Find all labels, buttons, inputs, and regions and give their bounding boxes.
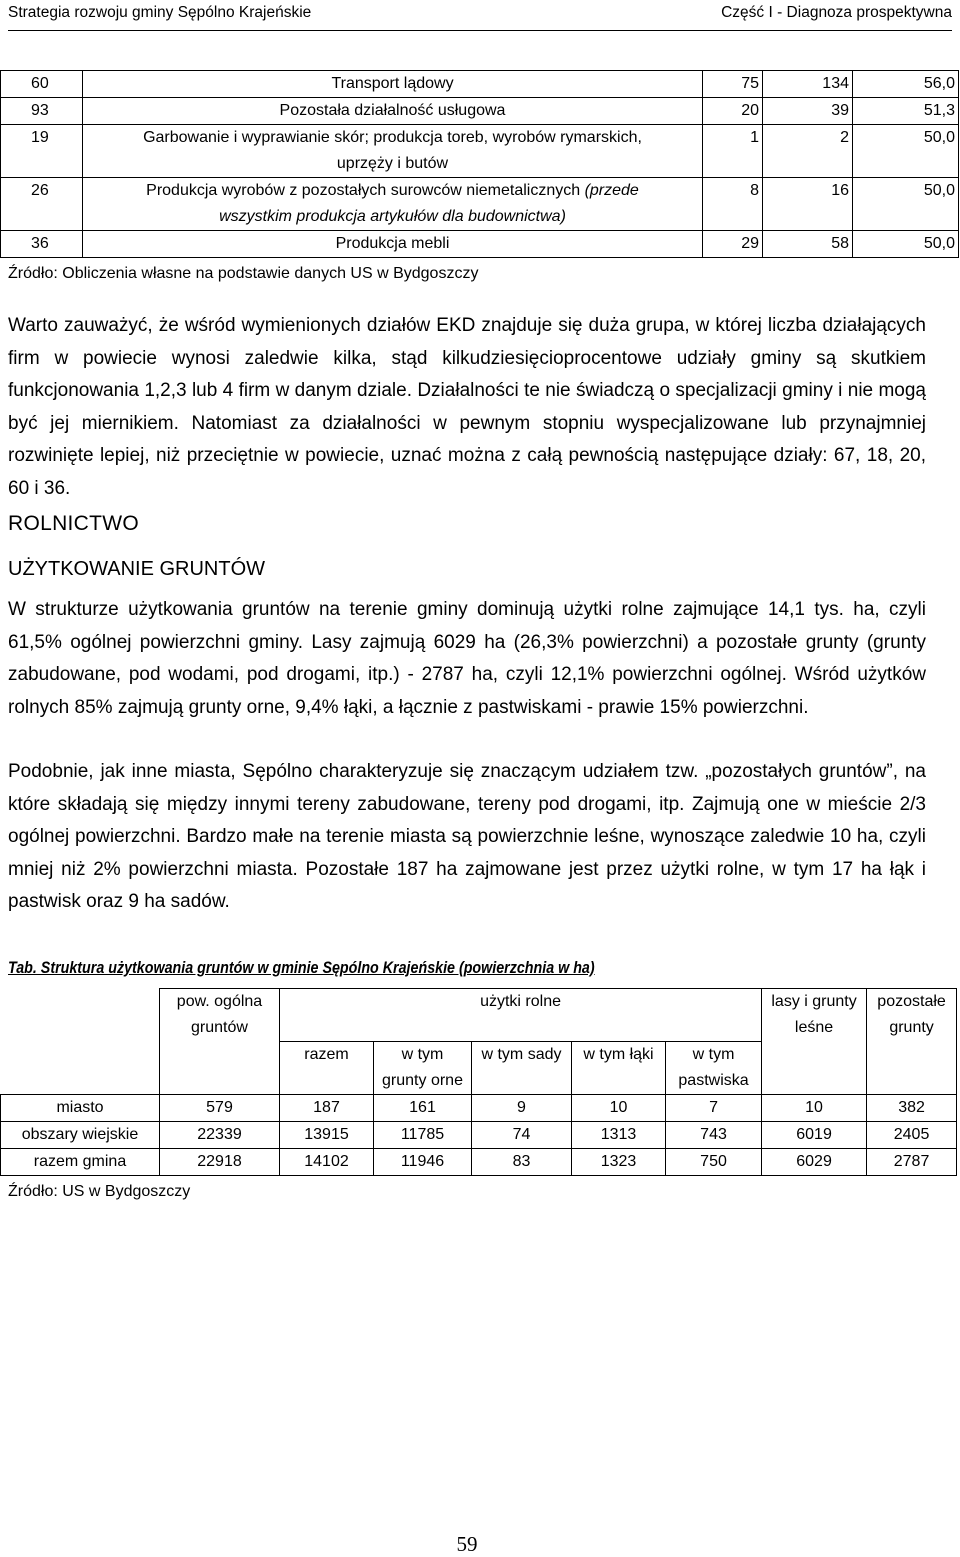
header-left-title: Strategia rozwoju gminy Sępólno Krajeńskie bbox=[8, 4, 312, 21]
header-text: w tym bbox=[401, 1046, 444, 1063]
sector-value-b: 134 bbox=[763, 71, 853, 98]
ekd-sector-table bbox=[0, 70, 959, 258]
sector-value-a: 8 bbox=[703, 178, 763, 231]
subheader-orchards: w tym sady bbox=[472, 1042, 572, 1095]
header-text: pastwiska bbox=[678, 1072, 749, 1089]
table-source-note: Źródło: US w Bydgoszczy bbox=[8, 1183, 191, 1200]
cell-other: 382 bbox=[867, 1095, 957, 1122]
cell-meadows: 10 bbox=[572, 1095, 666, 1122]
cell-pastures: 750 bbox=[666, 1149, 762, 1176]
sector-name: Garbowanie i wyprawianie skór; produkcja toreb, wyrobów rymarskich, bbox=[143, 129, 642, 146]
col-header-forest bbox=[762, 989, 867, 1095]
cell-arable: 11785 bbox=[374, 1122, 472, 1149]
sector-value-c: 50,0 bbox=[853, 178, 959, 231]
sector-value-a: 1 bbox=[703, 125, 763, 178]
sector-name: Produkcja wyrobów z pozostałych surowców niemetalicznych bbox=[146, 182, 581, 199]
header-divider bbox=[8, 30, 952, 31]
subheader-total: razem bbox=[280, 1042, 374, 1095]
empty-corner-cell bbox=[1, 989, 160, 1095]
sector-name-continued: wszystkim produkcja artykułów dla budownictwa) bbox=[219, 208, 566, 225]
cell-orchards: 74 bbox=[472, 1122, 572, 1149]
sector-code: 60 bbox=[1, 71, 83, 98]
sector-name-cell bbox=[83, 178, 703, 231]
cell-forest: 6029 bbox=[762, 1149, 867, 1176]
table-row bbox=[1, 98, 959, 125]
cell-forest: 6019 bbox=[762, 1122, 867, 1149]
sector-value-a: 20 bbox=[703, 98, 763, 125]
sector-value-c: 51,3 bbox=[853, 98, 959, 125]
table-row bbox=[1, 231, 959, 258]
sector-value-b: 58 bbox=[763, 231, 853, 258]
sector-name-cell bbox=[83, 125, 703, 178]
sector-value-c: 56,0 bbox=[853, 71, 959, 98]
col-header-other bbox=[867, 989, 957, 1095]
row-label: miasto bbox=[1, 1095, 160, 1122]
header-text: w tym bbox=[692, 1046, 735, 1063]
sector-value-b: 16 bbox=[763, 178, 853, 231]
table-source-note: Źródło: Obliczenia własne na podstawie danych US w Bydgoszczy bbox=[8, 265, 479, 282]
section-heading: ROLNICTWO bbox=[8, 512, 140, 535]
sector-code: 26 bbox=[1, 178, 83, 231]
col-header-total bbox=[160, 989, 280, 1095]
cell-meadows: 1313 bbox=[572, 1122, 666, 1149]
cell-orchards: 83 bbox=[472, 1149, 572, 1176]
cell-pastures: 743 bbox=[666, 1122, 762, 1149]
header-text: pozostałe bbox=[877, 993, 946, 1010]
cell-total: 579 bbox=[160, 1095, 280, 1122]
sector-value-c: 50,0 bbox=[853, 125, 959, 178]
table-row bbox=[1, 1149, 957, 1176]
cell-agri: 13915 bbox=[280, 1122, 374, 1149]
sector-name-continued: uprzęży i butów bbox=[336, 155, 449, 172]
table-row bbox=[1, 178, 959, 231]
cell-orchards: 9 bbox=[472, 1095, 572, 1122]
cell-agri: 187 bbox=[280, 1095, 374, 1122]
subsection-heading: UŻYTKOWANIE GRUNTÓW bbox=[8, 558, 266, 580]
sector-name: Produkcja mebli bbox=[83, 231, 703, 258]
header-text: grunty bbox=[889, 1019, 934, 1036]
cell-other: 2787 bbox=[867, 1149, 957, 1176]
cell-forest: 10 bbox=[762, 1095, 867, 1122]
sector-name: Pozostała działalność usługowa bbox=[83, 98, 703, 125]
header-text: leśne bbox=[794, 1019, 834, 1036]
row-label: obszary wiejskie bbox=[1, 1122, 160, 1149]
cell-other: 2405 bbox=[867, 1122, 957, 1149]
sector-value-b: 39 bbox=[763, 98, 853, 125]
cell-meadows: 1323 bbox=[572, 1149, 666, 1176]
sector-value-b: 2 bbox=[763, 125, 853, 178]
table-row bbox=[1, 71, 959, 98]
cell-agri: 14102 bbox=[280, 1149, 374, 1176]
cell-pastures: 7 bbox=[666, 1095, 762, 1122]
subheader-arable bbox=[374, 1042, 472, 1095]
subheader-pastures bbox=[666, 1042, 762, 1095]
row-label: razem gmina bbox=[1, 1149, 160, 1176]
sector-value-a: 75 bbox=[703, 71, 763, 98]
body-paragraph: Warto zauważyć, że wśród wymienionych działów EKD znajduje się duża grupa, w której liczba działających firm w powiecie wynosi zaledwie kilka, stąd kilkudziesięcioprocentowe udziały gminy są skutkiem funkcjonowania 1,2,3 lub 4 firm w danym dziale. Działalności te nie świadczą o specjalizacji gminy i nie mogą być jej miernikiem. Natomiast za działalności w pewnym stopniu wyspecjalizowane lub przynajmniej rozwinięte lepiej, niż przeciętnie w powiecie, uznać można z całą pewnością następujące działy: 67, 18, 20, 60 i 36. bbox=[8, 315, 926, 499]
cell-arable: 11946 bbox=[374, 1149, 472, 1176]
table-row bbox=[1, 125, 959, 178]
table-row bbox=[1, 1122, 957, 1149]
page-number: 59 bbox=[456, 1532, 478, 1556]
sector-name-italic: (przede bbox=[584, 182, 639, 199]
land-use-table bbox=[0, 988, 957, 1176]
table-header-row bbox=[1, 989, 957, 1042]
header-right-title: Część I - Diagnoza prospektywna bbox=[721, 4, 952, 21]
body-paragraph: Podobnie, jak inne miasta, Sępólno charakteryzuje się znaczącym udziałem tzw. „pozostałych gruntów”, na które składają się między innymi tereny zabudowane, tereny pod drogami, itp. Zajmują one w mieście 2/3 ogólnej powierzchni. Bardzo małe na terenie miasta są powierzchnie leśne, wynoszące zaledwie 10 ha, czyli mniej niż 2% powierzchni miasta. Pozostałe 187 ha zajmowane jest przez użytki rolne, w tym 17 ha łąk i pastwisk oraz 9 ha sadów. bbox=[8, 761, 926, 912]
col-header-agri: użytki rolne bbox=[280, 989, 762, 1042]
header-text: pow. ogólna bbox=[176, 993, 263, 1010]
cell-total: 22339 bbox=[160, 1122, 280, 1149]
header-text: gruntów bbox=[191, 1019, 248, 1036]
header-text: lasy i grunty bbox=[771, 993, 857, 1010]
sector-value-a: 29 bbox=[703, 231, 763, 258]
sector-name: Transport lądowy bbox=[83, 71, 703, 98]
table-caption: Tab. Struktura użytkowania gruntów w gminie Sępólno Krajeńskie (powierzchnia w ha) bbox=[8, 958, 595, 977]
cell-total: 22918 bbox=[160, 1149, 280, 1176]
sector-code: 36 bbox=[1, 231, 83, 258]
sector-value-c: 50,0 bbox=[853, 231, 959, 258]
body-paragraph: W strukturze użytkowania gruntów na terenie gminy dominują użytki rolne zajmujące 14,1 tys. ha, czyli 61,5% ogólnej powierzchni gminy. Lasy zajmują 6029 ha (26,3% powierzchni) a pozostałe grunty (grunty zabudowane, pod wodami, pod drogami, itp.) - 2787 ha, czyli 12,1% powierzchni ogólnej. Wśród użytków rolnych 85% zajmują grunty orne, 9,4% łąki, a łącznie z pastwiskami - prawie 15% powierzchni. bbox=[8, 599, 926, 718]
subheader-meadows: w tym łąki bbox=[572, 1042, 666, 1095]
sector-code: 93 bbox=[1, 98, 83, 125]
sector-code: 19 bbox=[1, 125, 83, 178]
table-row bbox=[1, 1095, 957, 1122]
header-text: grunty orne bbox=[382, 1072, 463, 1089]
page-header bbox=[8, 0, 952, 26]
cell-arable: 161 bbox=[374, 1095, 472, 1122]
